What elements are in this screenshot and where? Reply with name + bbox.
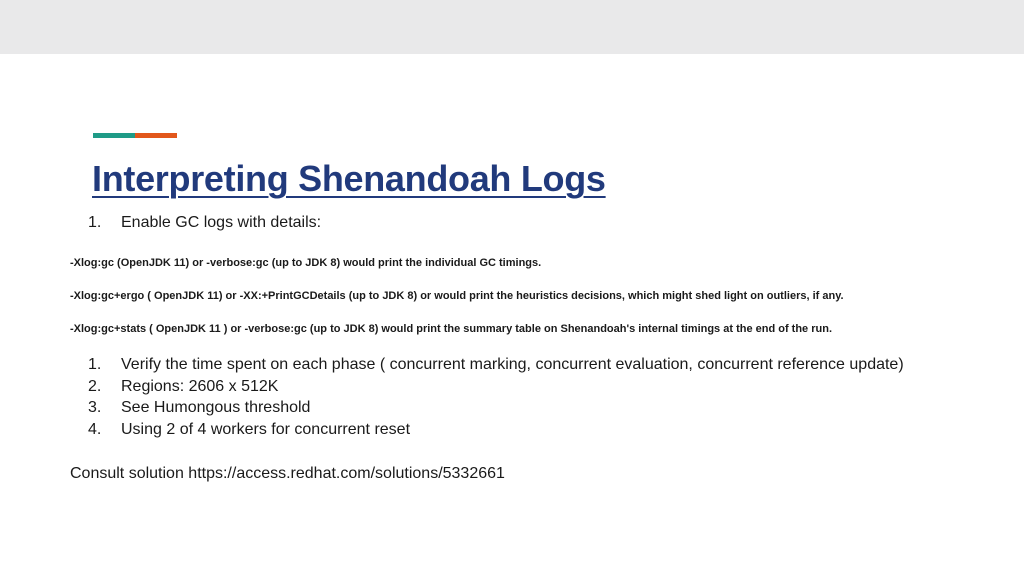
first-list (88, 212, 321, 234)
top-bar (0, 0, 1024, 54)
accent-bar-orange (135, 133, 177, 138)
note-line: -Xlog:gc+ergo ( OpenJDK 11) or -XX:+PrintGCDetails (up to JDK 8) or would print the heuristics decisions, which might shed light on outliers, if any. (70, 290, 844, 302)
list-item (88, 419, 904, 441)
list-number: 4. (88, 421, 102, 439)
list-text: Enable GC logs with details: (121, 214, 322, 231)
slide-title: Interpreting Shenandoah Logs (92, 158, 606, 199)
list-item (88, 397, 904, 419)
note-line: -Xlog:gc+stats ( OpenJDK 11 ) or -verbose:gc (up to JDK 8) would print the summary table on Shenandoah's internal timings at the end of the run. (70, 323, 833, 335)
accent-bar-teal (93, 133, 135, 138)
second-list (88, 354, 904, 441)
list-text: Regions: 2606 x 512K (121, 377, 279, 395)
list-text: See Humongous threshold (121, 399, 311, 417)
list-text: Verify the time spent on each phase ( concurrent marking, concurrent evaluation, concurrent reference update) (121, 356, 904, 373)
list-item (88, 212, 321, 234)
list-number: 1. (88, 356, 102, 373)
list-number: 1. (88, 214, 102, 231)
list-item (88, 376, 904, 398)
note-line: -Xlog:gc (OpenJDK 11) or -verbose:gc (up to JDK 8) would print the individual GC timings. (70, 257, 542, 269)
list-number: 3. (88, 399, 102, 417)
list-text: Using 2 of 4 workers for concurrent reset (121, 421, 411, 439)
consult-solution-text: Consult solution https://access.redhat.com/solutions/5332661 (70, 465, 505, 482)
list-item (88, 354, 904, 376)
list-number: 2. (88, 377, 102, 395)
